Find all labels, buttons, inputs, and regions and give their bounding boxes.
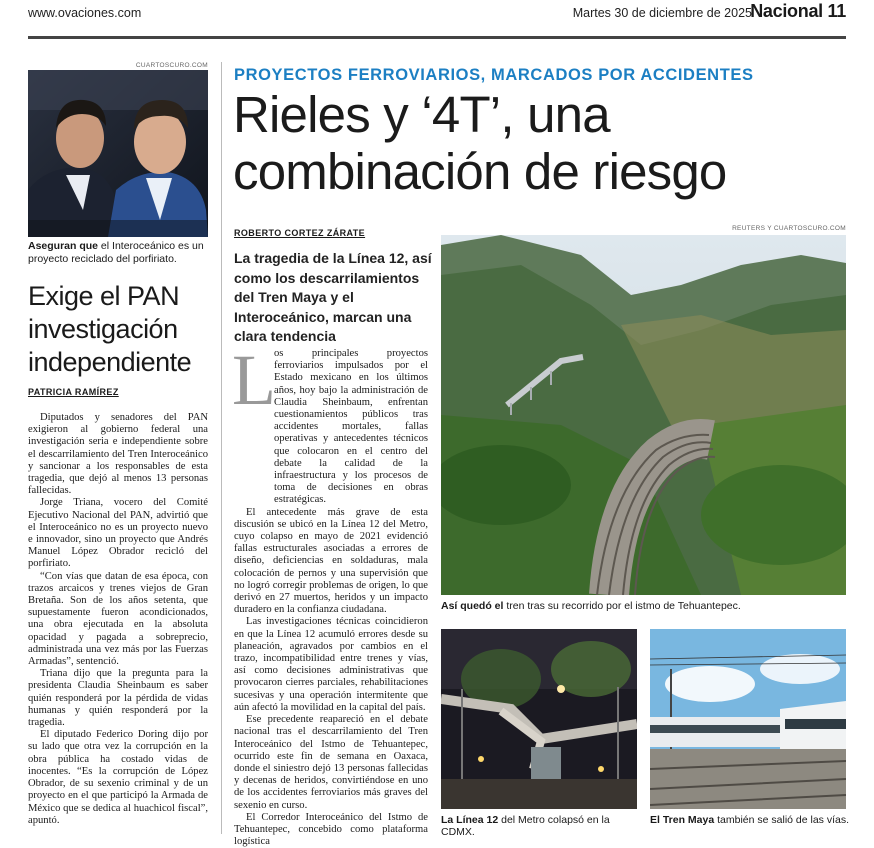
caption-lead: Así quedó el (441, 600, 504, 612)
side-article-body (28, 412, 208, 827)
caption-text: también se salió de las vías. (714, 814, 850, 826)
issue-date: Martes 30 de diciembre de 2025 (572, 6, 752, 20)
linea12-collapse-photo (441, 629, 637, 809)
paragraph: El antecedente más grave de esta discusión se ubicó en la Línea 12 del Metro, cuyo colapso en mayo de 2021 evidenció fallas estructurales asociadas a errores de diseño, deficiencias en soldaduras, mala colocación de pernos y una supervisión que no logró corregir problemas de origen, lo que derivó en 27 muertos, heridos y un impacto duradero en la confianza ciudadana. (234, 506, 428, 616)
paragraph: Las investigaciones técnicas coincidieron en que la Línea 12 acumuló errores desde su planeación, agravados por cambios en el trazo, incompatibilidad entre trenes y vías, así como decisiones administrativas que provocaron cierres parciales, rehabilitaciones sucesivas y una operación intermitente que aún afectó la movilidad en la capital del país. (234, 616, 428, 713)
photo-caption-tren-maya (650, 814, 850, 826)
side-headline: Exige el PAN investigación independiente (28, 281, 192, 377)
paragraph: Diputados y senadores del PAN exigieron al gobierno federal una investigación seria e independiente sobre el descarrilamiento del Tren Interoceánico y sancionar a los responsables de esta tragedia, que dejó al menos 13 personas fallecidas. (28, 412, 208, 497)
tren-maya-image (650, 629, 846, 809)
caption-lead: Aseguran que (28, 240, 99, 252)
politicians-photo (28, 70, 208, 237)
caption-lead: La Línea 12 (441, 814, 499, 826)
byline-left: PATRICIA RAMÍREZ (28, 387, 119, 397)
railway-valley-image (441, 235, 846, 595)
tren-maya-photo (650, 629, 846, 809)
column-divider (221, 62, 222, 834)
main-headline: Rieles y ‘4T’, una combinación de riesgo (233, 86, 727, 200)
paragraph: Jorge Triana, vocero del Comité Ejecutivo Nacional del PAN, advirtió que el Interoceánico no es un proyecto nuevo e innovador, sino un proyecto que Andrés Manuel López Obrador recicló del porfiriato. (28, 497, 208, 570)
caption-text: el Interoceánico es un proyecto reciclado del porfiriato. (28, 240, 204, 265)
photo-caption-left (28, 240, 210, 266)
lead-summary: La tragedia de la Línea 12, así como los descarrilamientos del Tren Maya y el Interoceánico, marcan una clara tendencia (234, 250, 432, 344)
kicker: PROYECTOS FERROVIARIOS, MARCADOS POR ACCIDENTES (234, 66, 754, 84)
photo-caption-linea12 (441, 814, 641, 838)
paragraph: Triana dijo que la pregunta para la presidenta Claudia Sheinbaum es saber quién responderá por la pérdida de vidas humanas y quién responderá por la tragedia. (28, 668, 208, 729)
photo-caption-main (441, 600, 846, 612)
drop-cap: L (232, 340, 276, 420)
paragraph: Ese precedente reapareció en el debate nacional tras el descarrilamiento del Tren Interoceánico del Istmo de Tehuantepec, ocurrido este fin de semana en Oaxaca, donde el siniestro dejó 13 personas fallecidas y decenas de heridos, convirtiéndose en uno de los accidentes ferroviarios más graves del sexenio en curso. (234, 714, 428, 811)
photo-credit-right: REUTERS Y CUARTOSCURO.COM (732, 225, 846, 232)
section-page-label: Nacional 11 (750, 1, 846, 21)
paragraph: os principales proyectos ferroviarios impulsados por el Estado mexicano en los últimos años, hoy bajo la administración de Claudia Sheinbaum, enfrentan cuestionamientos públicos tras accidentes mortales, fallas operativas y antecedentes técnicos que colocaron en el centro del debate la calidad de la infraestructura y los procesos de toma de decisiones en obras estratégicas. (274, 348, 428, 506)
header-rule (28, 36, 846, 39)
site-url: www.ovaciones.com (28, 6, 142, 20)
caption-lead: El Tren Maya (650, 814, 715, 826)
byline-main: ROBERTO CORTEZ ZÁRATE (234, 228, 366, 238)
paragraph: El Corredor Interoceánico del Istmo de Tehuantepec, concebido como plataforma logística (234, 811, 428, 848)
main-article-body (232, 340, 428, 848)
caption-text: del Metro colapsó en la CDMX. (441, 814, 610, 838)
caption-text: tren tras su recorrido por el istmo de Tehuantepec. (503, 600, 741, 612)
linea12-image (441, 629, 637, 809)
railway-valley-photo (441, 235, 846, 595)
photo-credit-left: CUARTOSCURO.COM (135, 62, 208, 69)
paragraph: El diputado Federico Doring dijo por su lado que otra vez la corrupción en la obra pública ha costado vidas de inocentes. “Es la corrupción de López Obrador, de su sexenio criminal y de un proyecto en el que participó la Armada de México que se dedica al huachicol fiscal”, apuntó. (28, 729, 208, 826)
politicians-image (28, 70, 208, 237)
paragraph: “Con vías que datan de esa época, con trazos arcaicos y trenes viejos de Gran Bretaña. Son de los años setenta, que supuestamente fueron acondicionados, una obra ejecutada en la absoluta opacidad y pagada a sobreprecio, administrada una vez más por las Fuerzas Armadas”, sentenció. (28, 570, 208, 668)
